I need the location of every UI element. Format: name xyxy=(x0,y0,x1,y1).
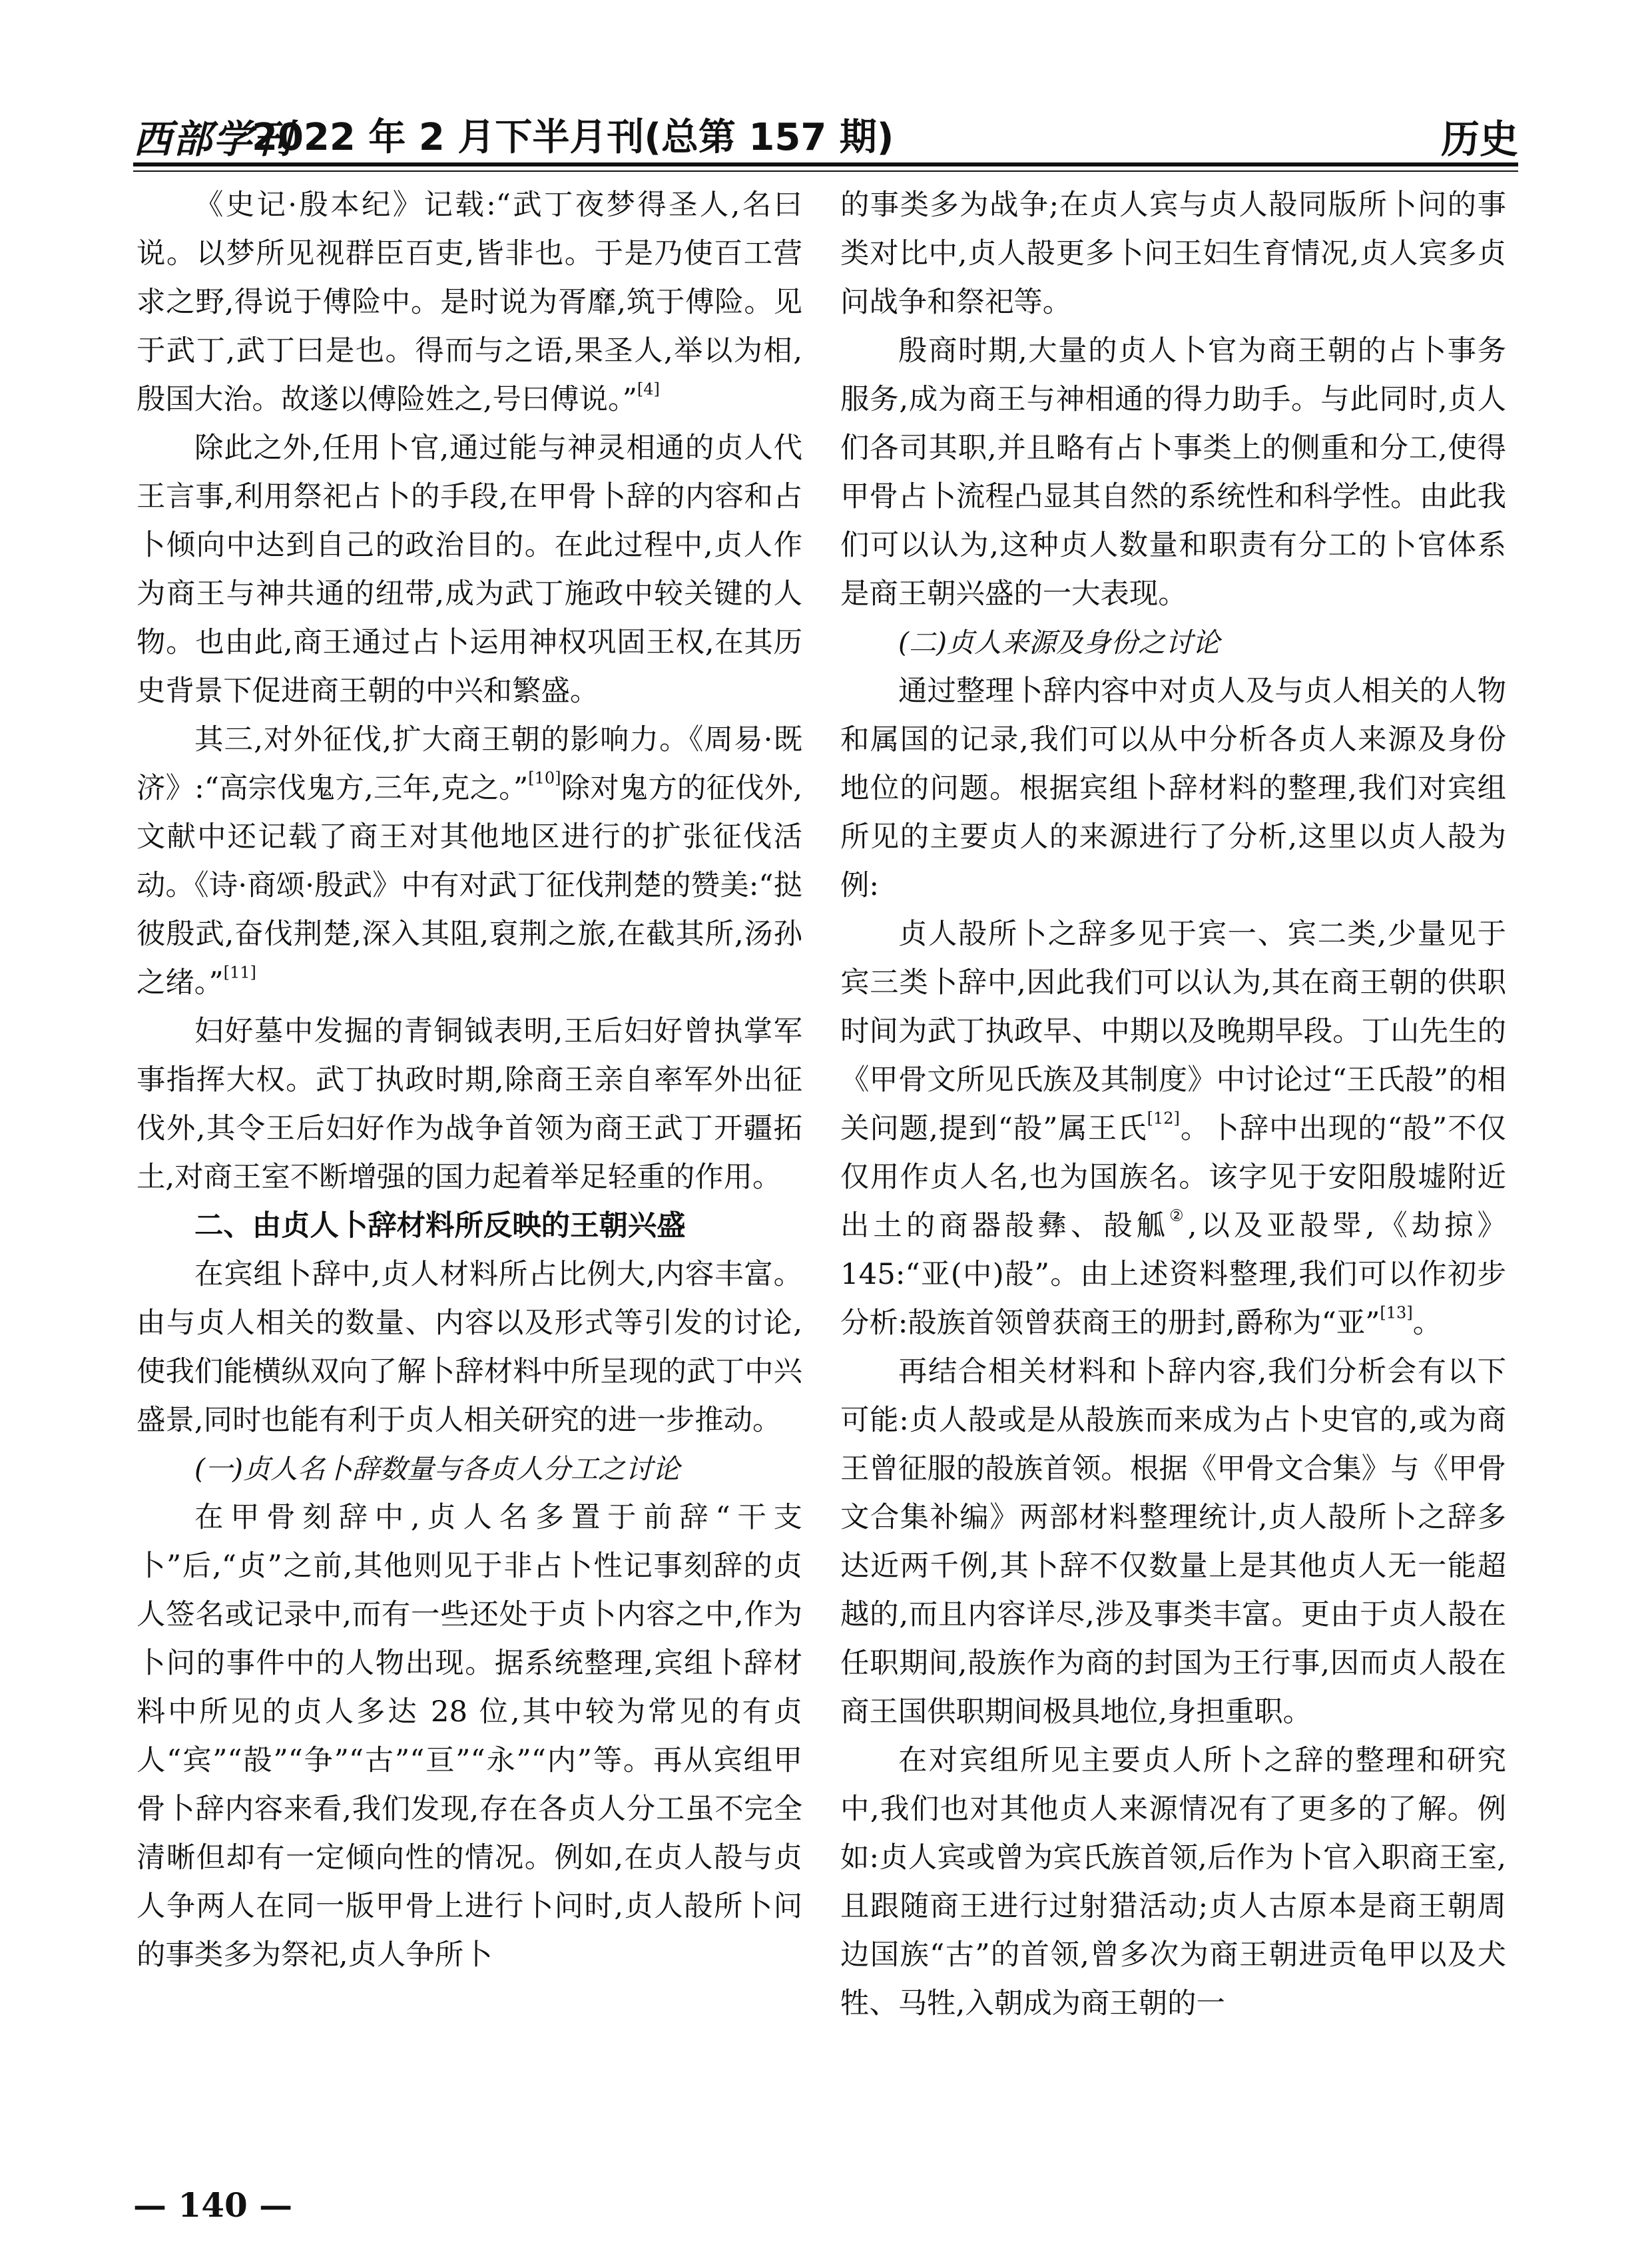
citation: [10] xyxy=(528,768,561,788)
paragraph: 妇好墓中发掘的青铜钺表明,王后妇好曾执掌军事指挥大权。武丁执政时期,除商王亲自率军外出征伐外,其令王后妇好作为战争首领为商王武丁开疆拓土,对商王室不断增强的国力起着举足轻重的作用。 xyxy=(137,1015,802,1194)
paragraph: 在甲骨刻辞中,贞人名多置于前辞“干支卜”后,“贞”之前,其他则见于非占卜性记事刻辞的贞人签名或记录中,而有一些还处于贞卜内容之中,作为卜问的事件中的人物出现。据系统整理,宾组卜辞材料中所见的贞人多达 28 位,其中较为常见的有贞人“宾”“㱿”“争”“古”“亘”“永”“内”等。再从宾组甲骨卜辞内容来看,我们发现,存在各贞人分工虽不完全清晰但却有一定倾向性的情况。例如,在贞人㱿与贞人争两人在同一版甲骨上进行卜问时,贞人㱿所卜问的事类多为祭祀,贞人争所卜 xyxy=(137,1501,802,1972)
paragraph: 除此之外,任用卜官,通过能与神灵相通的贞人代王言事,利用祭祀占卜的手段,在甲骨卜辞的内容和占卜倾向中达到自己的政治目的。在此过程中,贞人作为商王与神共通的纽带,成为武丁施政中较关键的人物。也由此,商王通过占卜运用神权巩固王权,在其历史背景下促进商王朝的中兴和繁盛。 xyxy=(137,431,802,708)
page-number: — 140 — xyxy=(133,2185,293,2225)
footnote-mark: ② xyxy=(1169,1206,1188,1225)
citation: [4] xyxy=(637,380,660,399)
section-name: 历史 xyxy=(1440,117,1518,162)
paragraph: 通过整理卜辞内容中对贞人及与贞人相关的人物和属国的记录,我们可以从中分析各贞人来源及身份地位的问题。根据宾组卜辞材料的整理,我们对宾组所见的主要贞人的来源进行了分析,这里以贞人㱿为例: xyxy=(840,675,1506,902)
paragraph: 再结合相关材料和卜辞内容,我们分析会有以下可能:贞人㱿或是从㱿族而来成为占卜史官的,或为商王曾征服的㱿族首领。根据《甲骨文合集》与《甲骨文合集补编》两部材料整理统计,贞人㱿所卜之辞多达近两千例,其卜辞不仅数量上是其他贞人无一能超越的,而且内容详尽,涉及事类丰富。更由于贞人㱿在任职期间,㱿族作为商的封国为王行事,因而贞人㱿在商王国供职期间极具地位,身担重职。 xyxy=(840,1355,1506,1729)
paragraph: 《史记·殷本纪》记载:“武丁夜梦得圣人,名曰说。以梦所见视群臣百吏,皆非也。于是乃使百工营求之野,得说于傅险中。是时说为胥靡,筑于傅险。见于武丁,武丁曰是也。得而与之语,果圣人,举以为相,殷国大治。故遂以傅险姓之,号曰傅说。”[4] xyxy=(137,188,802,416)
left-column xyxy=(137,181,802,1980)
citation: [13] xyxy=(1380,1303,1413,1322)
header-rule-thin xyxy=(133,170,1518,172)
right-column xyxy=(840,181,1506,2028)
paragraph: 在对宾组所见主要贞人所卜之辞的整理和研究中,我们也对其他贞人来源情况有了更多的了解。例如:贞人宾或曾为宾氏族首领,后作为卜官入职商王室,且跟随商王进行过射猎活动;贞人古原本是商王朝周边国族“古”的首领,曾多次为商王朝进贡龟甲以及犬牲、马牲,入朝成为商王朝的一 xyxy=(840,1744,1506,2020)
issue-info: 2022 年 2 月下半月刊(总第 157 期) xyxy=(252,116,894,159)
section-heading: 二、由贞人卜辞材料所反映的王朝兴盛 xyxy=(194,1209,686,1243)
citation: [12] xyxy=(1147,1109,1180,1128)
paragraph: 在宾组卜辞中,贞人材料所占比例大,内容丰富。由与贞人相关的数量、内容以及形式等引发的讨论,使我们能横纵双向了解卜辞材料中所呈现的武丁中兴盛景,同时也能有利于贞人相关研究的进一步推动。 xyxy=(137,1258,802,1437)
citation: [11] xyxy=(223,963,256,982)
paragraph: 其三,对外征伐,扩大商王朝的影响力。《周易·既济》:“高宗伐鬼方,三年,克之。”[10]除对鬼方的征伐外,文献中还记载了商王对其他地区进行的扩张征伐活动。《诗·商颂·殷武》中有对武丁征伐荆楚的赞美:“挞彼殷武,奋伐荆楚,深入其阻,裒荆之旅,在截其所,汤孙之绪。”[11] xyxy=(137,723,802,999)
header-rule-thick xyxy=(133,162,1518,166)
paragraph: 殷商时期,大量的贞人卜官为商王朝的占卜事务服务,成为商王与神相通的得力助手。与此同时,贞人们各司其职,并且略有占卜事类上的侧重和分工,使得甲骨占卜流程凸显其自然的系统性和科学性。由此我们可以认为,这种贞人数量和职责有分工的卜官体系是商王朝兴盛的一大表现。 xyxy=(840,334,1506,611)
journal-logo: 西部学刊 xyxy=(133,117,294,162)
subsection-heading: (一)贞人名卜辞数量与各贞人分工之讨论 xyxy=(194,1453,680,1485)
paragraph: 的事类多为战争;在贞人宾与贞人㱿同版所卜问的事类对比中,贞人㱿更多卜问王妇生育情况,贞人宾多贞问战争和祭祀等。 xyxy=(840,188,1506,319)
subsection-heading: (二)贞人来源及身份之讨论 xyxy=(898,627,1220,659)
running-header xyxy=(133,105,1518,165)
paragraph: 贞人㱿所卜之辞多见于宾一、宾二类,少量见于宾三类卜辞中,因此我们可以认为,其在商王朝的供职时间为武丁执政早、中期以及晚期早段。丁山先生的《甲骨文所见氏族及其制度》中讨论过“王氏㱿”的相关问题,提到“㱿”属王氏[12]。卜辞中出现的“㱿”不仅仅用作贞人名,也为国族名。该字见于安阳殷墟附近出土的商器㱿彝、㱿觚②,以及亚㱿斝,《劫掠》145:“亚(中)㱿”。由上述资料整理,我们可以作初步分析:㱿族首领曾获商王的册封,爵称为“亚”[13]。 xyxy=(840,918,1507,1340)
